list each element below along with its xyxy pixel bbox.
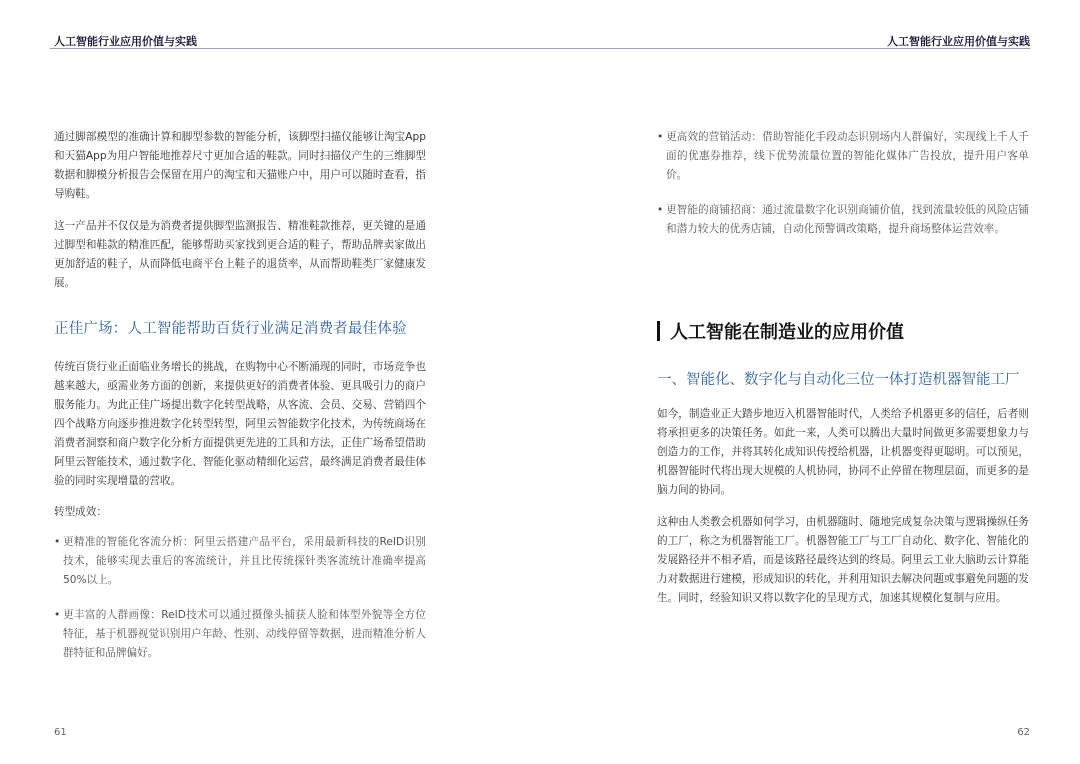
left-paragraph-1: 通过脚部模型的准确计算和脚型参数的智能分析，该脚型扫描仪能够让淘宝App和天猫App为用户智能地推荐尺寸更加合适的鞋款。同时扫描仪产生的三维脚型数据和脚模分析报告会保留在用户的淘宝和天猫账户中，用户可以随时查看，指导购鞋。 <box>54 131 426 200</box>
header-right-title: 人工智能行业应用价值与实践 <box>887 35 1030 48</box>
right-page-body <box>657 405 1029 621</box>
left-bullet-2 <box>54 606 426 663</box>
section-title: 正佳广场：人工智能帮助百货行业满足消费者最佳体验 <box>54 321 407 337</box>
left-page-column <box>54 128 426 679</box>
bullet-dot-icon: • <box>54 609 61 621</box>
section-paragraph: 传统百货行业正面临业务增长的挑战，在购物中心不断涌现的同时，市场竞争也越来越大，亟需业务方面的创新，来提供更好的消费者体验、更具吸引力的商户服务能力。为此正佳广场提出数字化转型战略，从客流、会员、交易、营销四个四个战略方向逐步推进数字化转型转型，阿里云智能数字化技术，为传统商场在消费者洞察和商户数字化分析方面提供更先进的工具和方法，正佳广场希望借助阿里云智能技术，通过数字化、智能化驱动精细化运营，最终满足消费者最佳体验的同时实现增量的营收。 <box>54 361 426 487</box>
header-left-title: 人工智能行业应用价值与实践 <box>54 35 197 48</box>
subheading: 一、智能化、数字化与自动化三位一体打造机器智能工厂 <box>657 372 1020 388</box>
bullet-dot-icon: • <box>657 204 664 216</box>
bullet-dot-icon: • <box>657 131 664 143</box>
right-bullet-1 <box>657 128 1029 185</box>
right-paragraph-1: 如今，制造业正大踏步地迈入机器智能时代，人类给予机器更多的信任，后者则将承担更多的决策任务。如此一来，人类可以腾出大量时间做更多需要想象力与创造力的工作，并将其转化成知识传授给机器，让机器变得更聪明。可以预见，机器智能时代将出现大规模的人机协同，协同不止停留在物理层面，而更多的是脑力间的协同。 <box>657 408 1029 496</box>
chapter-bar-icon <box>657 321 660 341</box>
header-divider <box>50 48 1030 49</box>
chapter-title-text: 人工智能在制造业的应用价值 <box>670 322 904 343</box>
right-bullet-1-text: 更高效的营销活动：借助智能化手段动态识别场内人群偏好，实现线上千人千面的优惠券推荐，线下优势流量位置的智能化媒体广告投放，提升用户客单价。 <box>666 131 1029 181</box>
bullet-dot-icon: • <box>54 536 61 548</box>
right-paragraph-2: 这种由人类教会机器如何学习，由机器随时、随地完成复杂决策与逻辑操纵任务的工厂，称之为机器智能工厂。机器智能工厂与工厂自动化、数字化、智能化的发展路径并不相矛盾，而是该路径最终达到的终局。阿里云工业大脑助云计算能力对数据进行建模，形成知识的转化，并利用知识去解决问题或事避免问题的发生。同时，经验知识又将以数字化的呈现方式，加速其规模化复制与应用。 <box>657 516 1029 604</box>
left-bullet-2-text: 更丰富的人群画像：ReID技术可以通过摄像头捕获人脸和体型外貌等全方位特征，基于机器视觉识别用户年龄、性别、动线停留等数据，进而精准分析人群特征和品牌偏好。 <box>63 609 426 659</box>
right-page-bullets <box>657 128 1029 255</box>
left-bullet-1-text: 更精准的智能化客流分析：阿里云搭建产品平台，采用最新科技的ReID识别技术，能够实现去重后的客流统计，并且比传统探针类客流统计准确率提高50%以上。 <box>63 536 426 586</box>
left-page-number: 61 <box>54 727 67 738</box>
left-bullet-1 <box>54 533 426 590</box>
results-label: 转型成效： <box>54 506 107 518</box>
chapter-title <box>657 318 1037 344</box>
right-bullet-2-text: 更智能的商铺招商：通过流量数字化识别商铺价值，找到流量较低的风险店铺和潜力较大的优秀店铺，自动化预警调改策略，提升商场整体运营效率。 <box>666 204 1029 235</box>
left-paragraph-2: 这一产品并不仅仅是为消费者提供脚型监测报告、精准鞋款推荐，更关键的是通过脚型和鞋款的精准匹配，能够帮助买家找到更合适的鞋子，帮助品牌卖家做出更加舒适的鞋子，从而降低电商平台上鞋子的退货率，从而帮助鞋类厂家健康发展。 <box>54 220 426 289</box>
right-bullet-2 <box>657 201 1029 239</box>
right-page-number: 62 <box>1017 727 1030 738</box>
